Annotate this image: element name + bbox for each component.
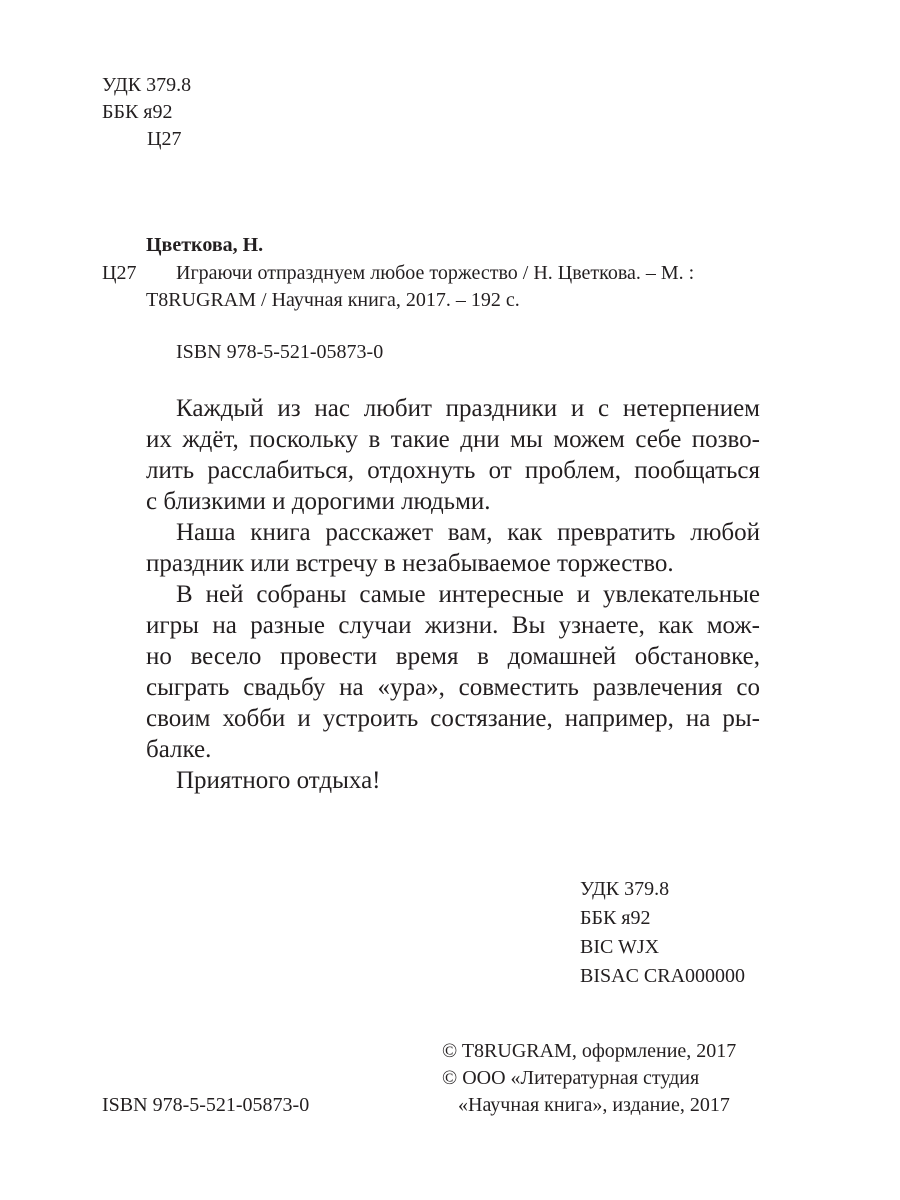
text-line: игры на разные случаи жизни. Вы узнаете, как мож- <box>146 612 760 639</box>
text-line: своим хобби и устроить состязание, например, на ры- <box>146 705 760 732</box>
text-line: праздник или встречу в незабываемое торжество. <box>146 550 674 577</box>
author-mark: Ц27 <box>102 262 137 284</box>
copyright-line: «Научная книга», издание, 2017 <box>458 1094 730 1116</box>
author-mark-code: Ц27 <box>147 128 182 150</box>
text-line: их ждёт, поскольку в такие дни мы можем себе позво- <box>146 426 760 453</box>
bisac-code: BISAC CRA000000 <box>580 965 746 987</box>
annotation-paragraph <box>146 393 760 517</box>
text-line: с близкими и дорогими людьми. <box>146 488 491 515</box>
bbk-code: ББК я92 <box>102 101 173 123</box>
publisher-line: T8RUGRAM / Научная книга, 2017. – 192 с. <box>146 289 520 311</box>
annotation <box>146 393 760 796</box>
annotation-paragraph <box>146 579 760 765</box>
copyright-block <box>442 1038 736 1119</box>
text-line: Наша книга расскажет вам, как превратить любой <box>176 519 760 546</box>
copyright-line: © T8RUGRAM, оформление, 2017 <box>442 1040 737 1062</box>
text-line: лить расслабиться, отдохнуть от проблем, пообщаться <box>146 457 760 484</box>
classification-codes-bottom <box>580 876 745 992</box>
author-name: Цветкова, Н. <box>146 234 264 256</box>
text-line: балке. <box>146 736 212 763</box>
text-line: но весело провести время в домашней обстановке, <box>146 643 760 670</box>
classification-codes-top <box>102 72 191 153</box>
copyright-line: © ООО «Литературная студия <box>442 1067 700 1089</box>
text-line: Приятного отдыха! <box>176 767 381 794</box>
isbn-bibliographic: ISBN 978-5-521-05873-0 <box>176 341 384 363</box>
text-line: Каждый из нас любит праздники и с нетерпением <box>176 395 760 422</box>
book-title-line: Играючи отпразднуем любое торжество / Н. Цветкова. – М. : <box>176 262 695 284</box>
udk-code: УДК 379.8 <box>102 74 192 96</box>
udk-code: УДК 379.8 <box>580 878 670 900</box>
bbk-code: ББК я92 <box>580 907 651 929</box>
annotation-paragraph <box>146 765 760 796</box>
text-line: сыграть свадьбу на «ура», совместить развлечения со <box>146 674 760 701</box>
isbn-footer: ISBN 978-5-521-05873-0 <box>102 1094 310 1116</box>
text-line: В ней собраны самые интересные и увлекательные <box>176 581 760 608</box>
annotation-paragraph <box>146 517 760 579</box>
bic-code: BIC WJX <box>580 936 660 958</box>
